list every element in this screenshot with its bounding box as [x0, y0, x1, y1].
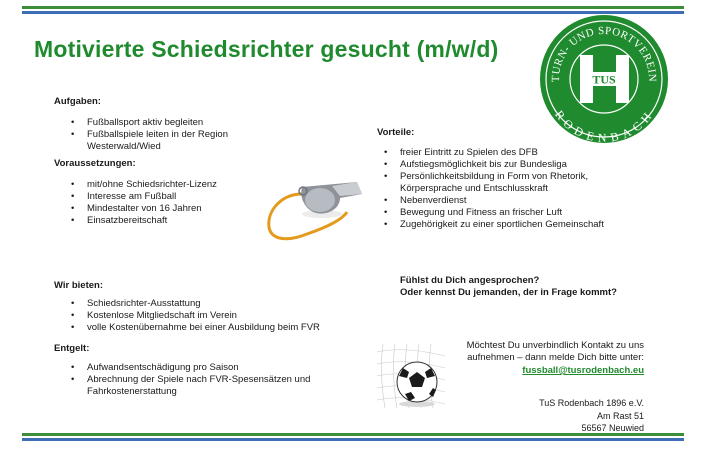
bottom-stripe-green [22, 433, 684, 436]
vorteile-heading: Vorteile: [377, 127, 415, 138]
list-item: • Aufwandsentschädigung pro Saison [87, 362, 374, 374]
section-wir-bieten [54, 280, 374, 334]
svg-text:RODENBACH: RODENBACH [552, 107, 656, 145]
whistle-image [262, 172, 382, 247]
aufgaben-heading: Aufgaben: [54, 96, 101, 107]
list-item: • Interesse am Fußball [87, 191, 304, 203]
section-vorteile [377, 127, 677, 231]
page-title: Motivierte Schiedsrichter gesucht (m/w/d) [34, 36, 499, 62]
address-line: 56567 Neuwied [581, 423, 644, 433]
section-aufgaben [54, 96, 304, 153]
list-item: • Zugehörigkeit zu einer sportlichen Gemeinschaft [400, 219, 677, 231]
list-item-continuation: Westerwald/Wied [87, 141, 161, 152]
address-line: Am Rast 51 [596, 411, 644, 421]
list-item: • volle Kostenübernahme bei einer Ausbildung beim FVR [87, 322, 374, 334]
svg-text:TUS: TUS [592, 72, 616, 87]
question-line: Oder kennst Du jemanden, der in Frage kommt? [400, 287, 617, 298]
question-block [400, 275, 660, 299]
wir-bieten-heading: Wir bieten: [54, 280, 103, 291]
list-item: • freier Eintritt zu Spielen des DFB [400, 147, 677, 159]
list-item: • Kostenlose Mitgliedschaft im Verein [87, 310, 374, 322]
entgelt-heading: Entgelt: [54, 343, 90, 354]
list-item-continuation: Fahrkostenerstattung [87, 386, 177, 397]
question-line: Fühlst du Dich angesprochen? [400, 275, 540, 286]
list-item: • Abrechnung der Spiele nach FVR-Spesensätzen und [87, 374, 374, 386]
address-block [440, 397, 644, 434]
list-item: • Bewegung und Fitness an frischer Luft [400, 207, 677, 219]
list-item: • Aufstiegsmöglichkeit bis zur Bundesliga [400, 159, 677, 171]
list-item: • mit/ohne Schiedsrichter-Lizenz [87, 179, 304, 191]
list-item: • Einsatzbereitschaft [87, 215, 304, 227]
list-item-continuation: Körpersprache und Entschlusskraft [400, 183, 548, 194]
contact-line: Möchtest Du unverbindlich Kontakt zu uns [466, 340, 644, 351]
list-item: • Nebenverdienst [400, 195, 677, 207]
section-entgelt [54, 343, 374, 398]
list-item: • Persönlichkeitsbildung in Form von Rhetorik, [400, 171, 677, 183]
contact-line: aufnehmen – dann melde Dich bitte unter: [467, 352, 644, 363]
email-link[interactable]: fussball@tusrodenbach.eu [522, 365, 644, 376]
voraussetzungen-heading: Voraussetzungen: [54, 158, 136, 169]
list-item: • Schiedsrichter-Ausstattung [87, 298, 374, 310]
list-item: • Fußballsport aktiv begleiten [87, 117, 304, 129]
svg-text:TURN- UND SPORTVEREIN: TURN- UND SPORTVEREIN [549, 24, 659, 83]
list-item: • Mindestalter von 16 Jahren [87, 203, 304, 215]
bottom-stripe-blue [22, 438, 684, 441]
address-line: TuS Rodenbach 1896 e.V. [539, 398, 644, 408]
top-stripe-green [22, 6, 684, 9]
contact-block [400, 340, 644, 377]
list-item: • Fußballspiele leiten in der Region [87, 129, 304, 141]
